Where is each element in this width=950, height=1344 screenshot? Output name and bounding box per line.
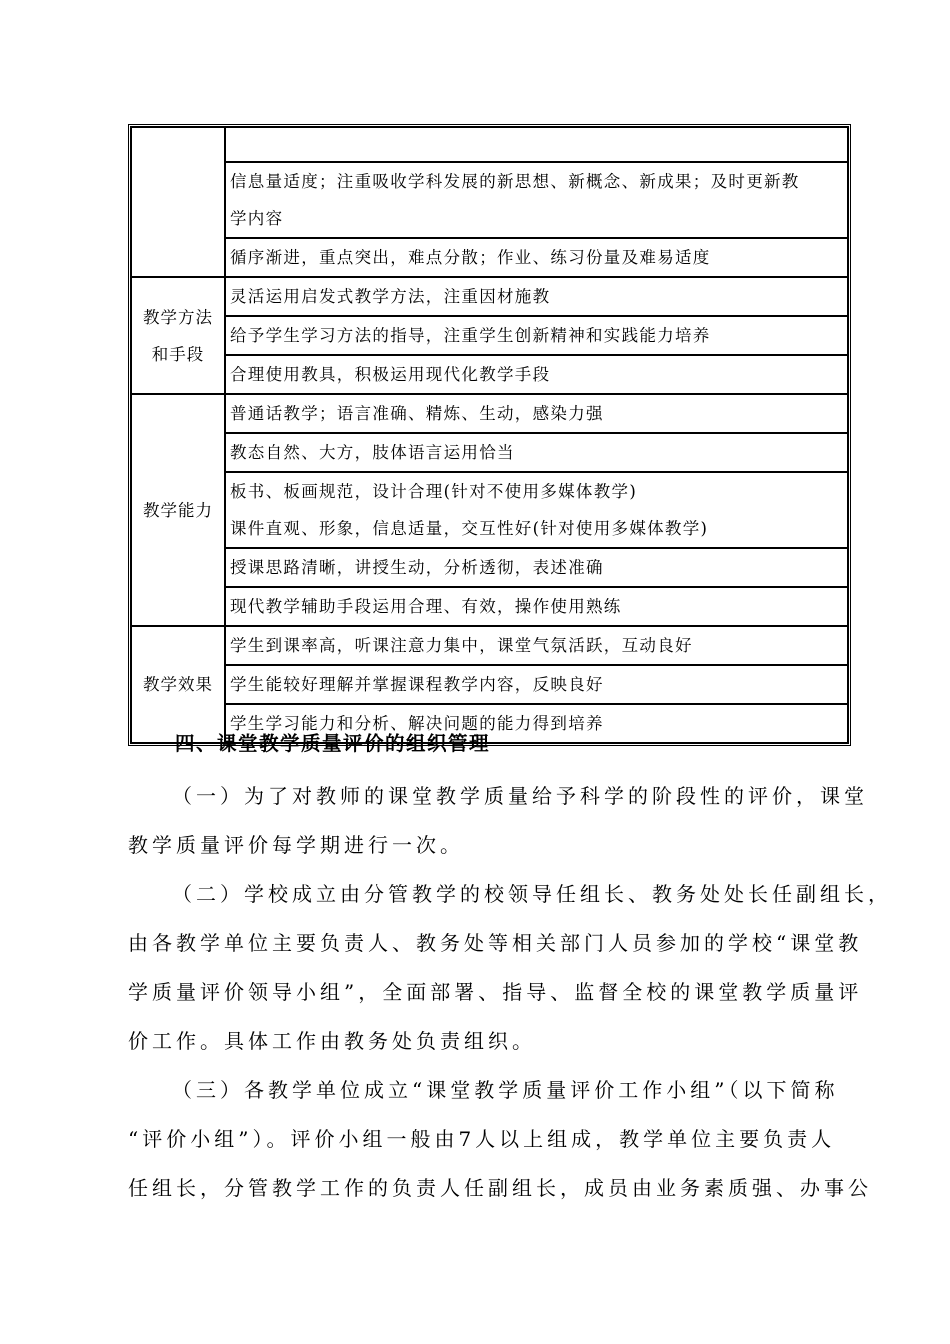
section-heading: 四、课堂教学质量评价的组织管理 [175,732,491,755]
category-cell-effect: 教学效果 [131,626,225,743]
category-cell-ability: 教学能力 [131,394,225,626]
table-row [131,626,848,665]
table-row [131,394,848,433]
table-row [131,277,848,316]
criteria-cell: 合理使用教具，积极运用现代化教学手段 [225,355,848,394]
paragraph-2: （二）学校成立由分管教学的校领导任组长、教务处处长任副组长， 由各教学单位主要负责人、教务处等相关部门人员参加的学校“课堂教 学质量评价领导小组”，全面部署、指导、监督全校的课堂教学质量评 价工作。具体工作由教务处负责组织。 [128,882,892,1053]
table-row [131,316,848,355]
criteria-cell: 循序渐进，重点突出，难点分散；作业、练习份量及难易适度 [225,238,848,277]
criteria-cell: 灵活运用启发式教学方法，注重因材施教 [225,277,848,316]
criteria-line: 学内容 [230,209,284,228]
criteria-line: 信息量适度；注重吸收学科发展的新思想、新概念、新成果；及时更新教 [230,172,800,191]
criteria-cell: 学生能较好理解并掌握课程教学内容，反映良好 [225,665,848,704]
criteria-cell: 学生学习能力和分析、解决问题的能力得到培养 [225,704,848,743]
criteria-cell: 普通话教学；语言准确、精炼、生动，感染力强 [225,394,848,433]
criteria-cell [225,162,848,238]
criteria-cell: 现代教学辅助手段运用合理、有效，操作使用熟练 [225,587,848,626]
table-row [131,587,848,626]
criteria-cell: 给予学生学习方法的指导，注重学生创新精神和实践能力培养 [225,316,848,355]
criteria-cell [225,127,848,162]
table-row [131,433,848,472]
criteria-cell: 教态自然、大方，肢体语言运用恰当 [225,433,848,472]
table-row [131,127,848,162]
criteria-cell [225,472,848,548]
paragraph-1: （一）为了对教师的课堂教学质量给予科学的阶段性的评价，课堂 教学质量评价每学期进行一次。 [128,784,868,857]
table-row [131,665,848,704]
table-row [131,548,848,587]
evaluation-criteria-table [128,124,851,746]
table-row [131,238,848,277]
criteria-cell: 授课思路清晰，讲授生动，分析透彻，表述准确 [225,548,848,587]
table-row [131,472,848,548]
table-row [131,355,848,394]
criteria-line: 板书、板画规范，设计合理(针对不使用多媒体教学) [230,482,638,501]
criteria-cell: 学生到课率高，听课注意力集中，课堂气氛活跃，互动良好 [225,626,848,665]
category-label: 和手段 [151,344,205,364]
criteria-line: 课件直观、形象，信息适量，交互性好(针对使用多媒体教学) [230,519,709,538]
category-cell-method [131,277,225,394]
category-label: 教学方法 [143,307,213,327]
table-row [131,162,848,238]
paragraph-3: （三）各教学单位成立“课堂教学质量评价工作小组”（以下简称 “评价小组”）。评价小组一般由7人以上组成，教学单位主要负责人 任组长，分管教学工作的负责人任副组长，成员由业务素质强、办事公 [128,1078,872,1200]
category-cell-content [131,127,225,277]
